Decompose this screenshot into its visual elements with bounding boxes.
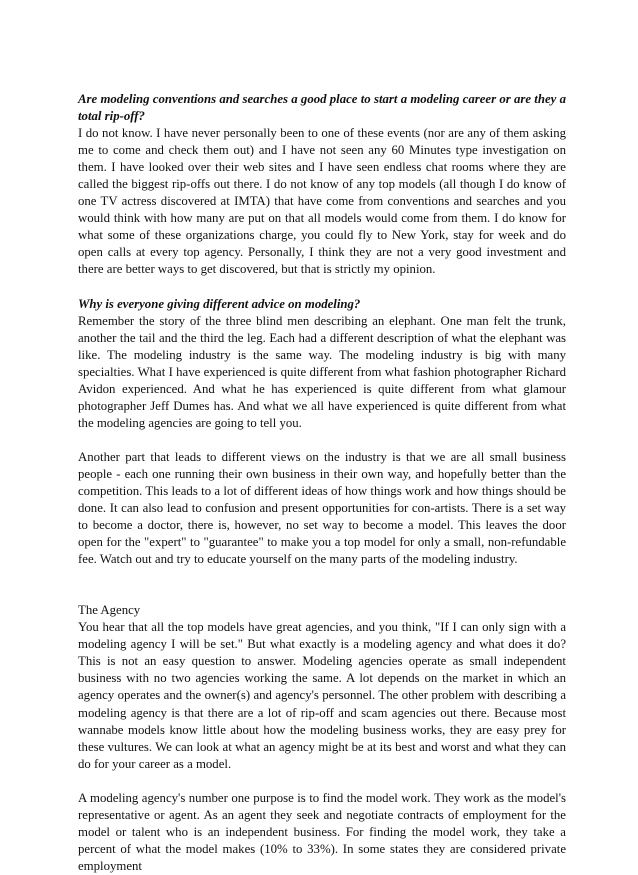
agency-intro-paragraph: You hear that all the top models have great agencies, and you think, "If I can only sign with a modeling agency I will be set." But what exactly is a modeling agency and what does it do? This is not an easy question to answer. Modeling agencies operate as small independent business with no two agencies working the same. A lot depends on the market in which an agency operates and the owner(s) and agency's personnel. The other problem with describing a modeling agency is that there are a lot of rip-off and scam agencies out there. Because most wannabe models know little about how the modeling business works, they are easy prey for these vultures. We can look at what an agency might be at its best and worst and what they can do for your career as a model.: [78, 620, 566, 771]
question-conventions: Are modeling conventions and searches a good place to start a modeling career or are they a total rip-off?: [78, 92, 566, 124]
section-title-agency: The Agency: [78, 603, 141, 618]
answer-blind-men: Remember the story of the three blind men describing an elephant. One man felt the trunk, another the tail and the third the leg. Each had a different description of what the elephant was like. The modeling industry is the same way. The modeling industry is big with many specialties. What I have experienced is quite different from what fashion photographer Richard Avidon experienced. And what he has experienced is quite different from what glamour photographer Jeff Dumes has. And what we all have experienced is quite different from what the modeling agencies are going to tell you.: [78, 313, 566, 430]
section-spacer: [78, 568, 566, 602]
document-page: [78, 91, 566, 875]
paragraph-spacer: [78, 773, 566, 790]
answer-conventions: I do not know. I have never personally been to one of these events (nor are any of them asking me to come and check them out) and I have not seen any 60 Minutes type investigation on them. I have looked over their web sites and I have seen endless chat rooms where they are called the biggest rip-offs out there. I do not know of any top models (all though I do know of one TV actress discovered at IMTA) that have come from conventions and searches and you would think with how many are put on that all models would come from them. I do know for what some of these organizations charge, you could fly to New York, stay for week and do open calls at every top agency. Personally, I think they are not a very good investment and there are better ways to get discovered, but that is strictly my opinion.: [78, 126, 566, 277]
paragraph-spacer: [78, 279, 566, 296]
paragraph-spacer: [78, 432, 566, 449]
agency-purpose-paragraph: A modeling agency's number one purpose is to find the model work. They work as the model's representative or agent. As an agent they seek and negotiate contracts of employment for the model or talent who is an independent business. For finding the model work, they take a percent of what the model makes (10% to 33%). In some states they are considered private employment: [78, 790, 566, 873]
answer-small-business: Another part that leads to different views on the industry is that we are all small business people - each one running their own business in their own way, and hopefully better than the competition. This leads to a lot of different ideas of how things work and how things should be done. It can also lead to confusion and present opportunities for con-artists. There is a set way to become a doctor, there is, however, no set way to become a model. This leaves the door open for the "expert" to "guarantee" to make you a top model for only a small, non-refundable fee. Watch out and try to educate yourself on the many parts of the modeling industry.: [78, 449, 566, 567]
question-different-advice: Why is everyone giving different advice on modeling?: [78, 296, 361, 311]
